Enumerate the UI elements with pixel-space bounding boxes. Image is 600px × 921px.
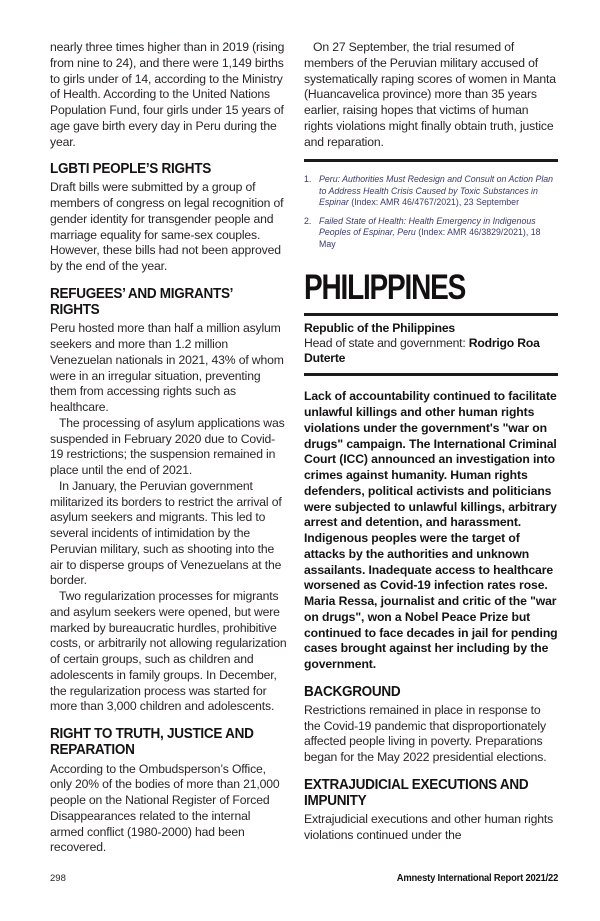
head-of-state-line	[304, 336, 558, 366]
footnote-2-text	[319, 216, 558, 251]
lgbti-paragraph: Draft bills were submitted by a group of members of congress on legal recognition of gender identity for transgender people and marriage equality for same-sex couples. However, these bills had not been approved by the end of the year.	[50, 180, 284, 274]
country-official-name: Republic of the Philippines	[304, 321, 456, 336]
heading-extrajudicial-executions: EXTRAJUDICIAL EXECUTIONS AND IMPUNITY	[304, 776, 529, 810]
heading-lgbti-rights: LGBTI PEOPLE’S RIGHTS	[50, 161, 211, 178]
country-heading-philippines: PHILIPPINES	[304, 268, 466, 308]
footnote-1-reference: (Index: AMR 46/4767/2021), 23 September	[348, 197, 520, 208]
footnote-2-number: 2.	[304, 215, 312, 226]
footnote-1-title: Peru: Authorities Must Redesign and Consult on Action Plan to Address Health Crisis Caused by Toxic Substances in Espinar	[319, 174, 554, 208]
extrajudicial-paragraph: Extrajudicial executions and other human rights violations continued under the	[304, 812, 554, 843]
philippines-summary-paragraph: Lack of accountability continued to facilitate unlawful killings and other human rights violations under the government's "war on drugs" campaign. The International Criminal Court (ICC) announced an investigation into crimes against humanity. Human rights defenders, political activists and politicians were subjected to unlawful killings, arbitrary arrest and detention, and harassment. Indigenous peoples were the target of attacks by the authorities and unknown assailants. Inadequate access to healthcare worsened as Covid-19 infection rates rose. Maria Ressa, journalist and critic of the "war on drugs", won a Nobel Peace Prize but continued to face decades in jail for pending cases brought against her including by the government.	[304, 389, 558, 671]
head-of-state-label: Head of state and government:	[304, 336, 469, 351]
page-number: 298	[50, 873, 66, 884]
country-info-block	[304, 316, 558, 373]
footnote-1-text	[319, 174, 558, 209]
footnote-divider-rule	[304, 159, 558, 162]
peru-final-paragraph: On 27 September, the trial resumed of members of the Peruvian military accused of systematically raping scores of women in Manta (Huancavelica province) more than 35 years earlier, raising hopes that victims of human rights violations might finally obtain truth, justice and reparation.	[304, 40, 556, 149]
footnote-2	[304, 216, 558, 251]
truth-paragraph: According to the Ombudsperson’s Office, only 20% of the bodies of more than 21,000 people on the National Register of Forced Disappearances related to the internal armed conflict (1980-2000) had been recovered.	[50, 761, 280, 855]
refugees-paragraph-4: Two regularization processes for migrants and asylum seekers were opened, but were marked by bureaucratic hurdles, prohibitive costs, or arbitrarily not allowing regularization of certain groups, such as children and adolescents in family groups. In December, the regularization process was started for more than 3,000 children and adolescents.	[50, 589, 287, 714]
right-column	[304, 40, 558, 844]
footnote-2-title: Failed State of Health: Health Emergency in Indigenous Peoples of Espinar, Peru	[319, 215, 536, 238]
country-info-bottom-rule	[304, 373, 558, 376]
head-of-state-name: Rodrigo Roa Duterte	[304, 336, 540, 366]
refugees-paragraph-2: The processing of asylum applications was suspended in February 2020 due to Covid-19 restrictions; the suspension remained in place until the end of 2021.	[50, 415, 285, 478]
report-title: Amnesty International Report 2021/22	[396, 873, 558, 884]
refugees-paragraph-3: In January, the Peruvian government militarized its borders to restrict the arrival of asylum seekers and migrants. This led to several incidents of intimidation by the Peruvian military, such as shooting into the air to disperse groups of Venezuelans at the border.	[50, 478, 282, 588]
refugees-paragraph-1: Peru hosted more than half a million asylum seekers and more than 1.2 million Venezuelan nationals in 2021, 43% of whom were in an irregular situation, preventing them from accessing rights such as healthcare.	[50, 321, 284, 415]
footnote-list	[304, 174, 558, 250]
heading-truth-justice-reparation: RIGHT TO TRUTH, JUSTICE AND REPARATION	[50, 726, 254, 759]
left-column	[50, 40, 287, 856]
heading-background: BACKGROUND	[304, 683, 401, 700]
heading-refugees-migrants-rights: REFUGEES’ AND MIGRANTS’ RIGHTS	[50, 285, 233, 319]
footnote-2-reference: (Index: AMR 46/3829/2021), 18 May	[319, 227, 541, 249]
peru-continuation-paragraph: nearly three times higher than in 2019 (rising from nine to 24), and there were 1,149 births to girls under of 14, according to the Ministry of Health. According to the United Nations Population Fund, four girls under 15 years of age gave birth every day in Peru during the year.	[50, 40, 285, 149]
page-footer	[50, 873, 558, 884]
footnote-1	[304, 174, 558, 209]
footnote-1-number: 1.	[304, 174, 312, 185]
background-paragraph: Restrictions remained in place in response to the Covid-19 pandemic that disproportionately affected people living in poverty. Preparations began for the May 2022 presidential elections.	[304, 702, 547, 765]
